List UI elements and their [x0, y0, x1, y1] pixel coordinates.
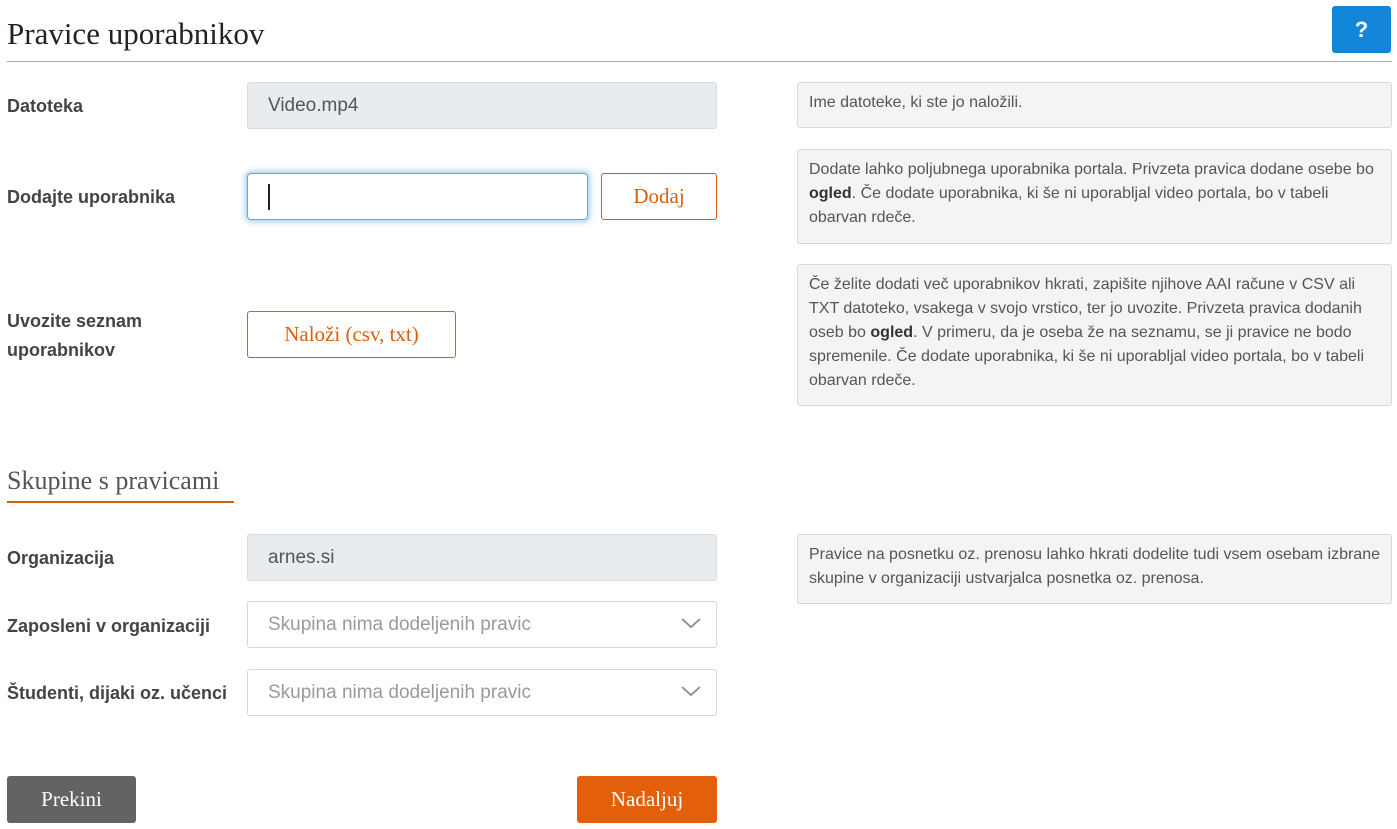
section-underline: [7, 501, 234, 503]
upload-list-button[interactable]: Naloži (csv, txt): [247, 311, 456, 358]
title-divider: [7, 61, 1392, 62]
file-label: Datoteka: [7, 96, 84, 116]
text-caret: [268, 184, 270, 210]
section-title: Skupine s pravicami: [7, 466, 220, 495]
chevron-down-icon: [680, 684, 702, 698]
students-label: Študenti, dijaki oz. učenci: [7, 683, 228, 703]
import-help-text-end: . V primeru, da je oseba že na seznamu, se ji pravice ne bodo spremenile. Če dodate uporabnika, ki še ni uporabljal video portala, bo v tabeli obarvan rdeče.: [809, 324, 1365, 389]
add-user-button[interactable]: Dodaj: [601, 173, 717, 220]
organization-help-box: [797, 534, 1392, 604]
import-help-box: [797, 264, 1392, 406]
cancel-button[interactable]: Prekini: [7, 776, 136, 823]
add-user-help-text-end: . Če dodate uporabnika, ki še ni uporabljal video portala, bo v tabeli obarvan rdeče.: [809, 185, 1329, 226]
add-user-help-bold: ogled: [809, 185, 852, 202]
import-help-bold: ogled: [870, 324, 914, 341]
organization-label: Organizacija: [7, 548, 115, 568]
employees-label: Zaposleni v organizaciji: [7, 616, 211, 636]
organization-field: arnes.si: [247, 534, 717, 581]
students-select[interactable]: [247, 669, 717, 716]
add-user-input[interactable]: [247, 173, 588, 220]
chevron-down-icon: [680, 616, 702, 630]
add-user-help-text: Dodate lahko poljubnega uporabnika portala. Privzeta pravica dodane osebe bo: [809, 161, 1374, 178]
file-help-text: Ime datoteke, ki ste jo naložili.: [809, 94, 1023, 111]
students-select-value: Skupina nima dodeljenih pravic: [268, 681, 531, 703]
import-help-text: Če želite dodati več uporabnikov hkrati, zapišite njihove AAI račune v CSV ali TXT datoteko, vsakega v svojo vrstico, ter jo uvozite. Privzeta pravica dodanih oseb bo: [809, 276, 1362, 341]
page-title: Pravice uporabnikov: [7, 16, 265, 51]
file-help-box: [797, 82, 1392, 128]
organization-help-text: Pravice na posnetku oz. prenosu lahko hkrati dodelite tudi vsem osebam izbrane skupine v organizaciji ustvarjalca posnetka oz. prenosa.: [809, 546, 1380, 587]
add-user-label: Dodajte uporabnika: [7, 187, 176, 207]
import-list-label: Uvozite seznam uporabnikov: [7, 311, 143, 360]
employees-select[interactable]: [247, 601, 717, 648]
file-name-field: Video.mp4: [247, 82, 717, 129]
employees-select-value: Skupina nima dodeljenih pravic: [268, 613, 531, 635]
add-user-help-box: [797, 149, 1392, 244]
continue-button[interactable]: Nadaljuj: [577, 776, 717, 823]
help-button[interactable]: ?: [1332, 6, 1391, 53]
